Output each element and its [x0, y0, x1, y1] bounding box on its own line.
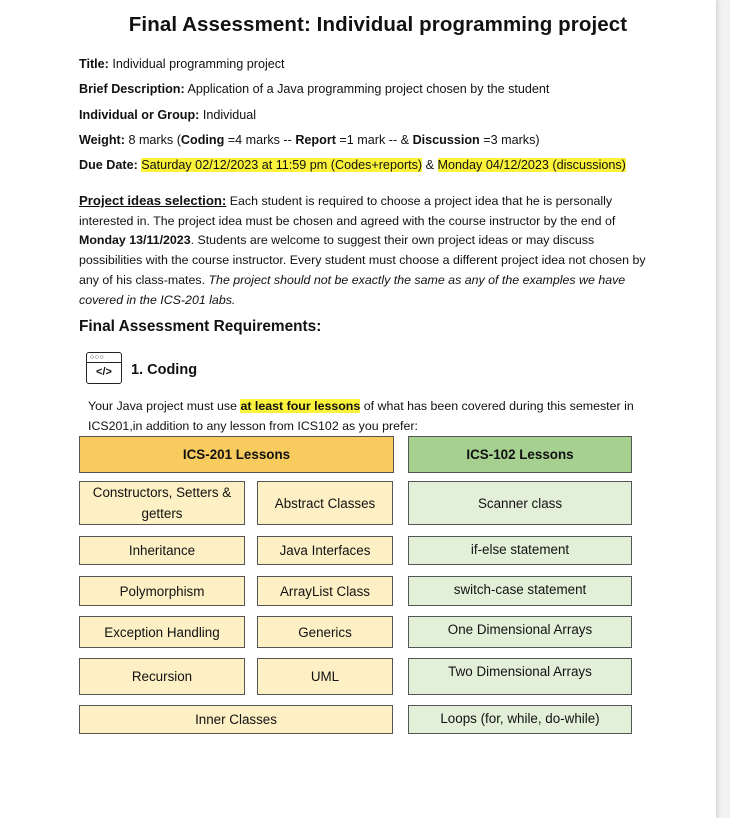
lesson-loops: Loops (for, while, do-while): [408, 705, 632, 734]
ics201-header: ICS-201 Lessons: [79, 436, 394, 473]
selection-text-1: Each student is required to choose a project idea that he is personally interested in. The project idea must be chosen and agreed with the course instructor by the end of: [79, 194, 616, 228]
window-dots-icon: ○○○: [90, 354, 105, 361]
selection-note: The project should not be exactly the same as any of the examples we have covered in the ICS-201 labs.: [79, 272, 626, 307]
selection-text-2: . Students are welcome to suggest their own project ideas or may discuss possibilities with the course instructor. Every student must choose a different project idea not chosen by any of his class-mates.: [79, 233, 646, 287]
meta-weight-label: Weight:: [79, 133, 125, 147]
meta-mode-value: Individual: [202, 108, 257, 122]
coding-intro-highlight: at least four lessons: [240, 399, 361, 413]
meta-weight-coding-value: =4 marks --: [227, 133, 296, 147]
ics102-header: ICS-102 Lessons: [408, 436, 632, 473]
meta-description-line: [79, 82, 549, 96]
lesson-constructors: Constructors, Setters & getters: [79, 481, 245, 525]
meta-title-value: Individual programming project: [112, 57, 285, 71]
lesson-polymorphism: Polymorphism: [79, 576, 245, 606]
lesson-scanner-class: Scanner class: [408, 481, 632, 525]
lesson-one-dim-arrays: One Dimensional Arrays: [408, 616, 632, 648]
requirements-heading: Final Assessment Requirements:: [79, 318, 322, 335]
code-glyph: </>: [96, 366, 112, 378]
selection-lead: Project ideas selection:: [79, 193, 227, 208]
coding-intro: [88, 397, 660, 436]
coding-heading: 1. Coding: [131, 362, 198, 378]
lesson-java-interfaces: Java Interfaces: [257, 536, 393, 565]
code-window-icon: [86, 352, 122, 384]
due-amp: &: [425, 158, 435, 172]
meta-mode-line: [79, 108, 256, 122]
due-discussions-highlight: Monday 04/12/2023 (discussions): [437, 158, 626, 172]
lesson-generics: Generics: [257, 616, 393, 648]
lesson-recursion: Recursion: [79, 658, 245, 695]
meta-description-value: Application of a Java programming project chosen by the student: [187, 82, 550, 96]
meta-weight-pre: 8 marks (: [128, 133, 181, 147]
coding-intro-pre: Your Java project must use: [88, 399, 237, 413]
lesson-arraylist: ArrayList Class: [257, 576, 393, 606]
meta-mode-label: Individual or Group:: [79, 108, 200, 122]
due-codes-highlight: Saturday 02/12/2023 at 11:59 pm (Codes+reports): [141, 158, 423, 172]
meta-due-line: [79, 158, 626, 172]
meta-weight-discussion-label: Discussion: [412, 133, 480, 147]
meta-weight-line: [79, 133, 540, 147]
meta-title-label: Title:: [79, 57, 109, 71]
project-selection-paragraph: [79, 191, 651, 310]
meta-title-line: [79, 57, 285, 71]
lesson-uml: UML: [257, 658, 393, 695]
lesson-two-dim-arrays: Two Dimensional Arrays: [408, 658, 632, 695]
meta-description-label: Brief Description:: [79, 82, 185, 96]
meta-weight-discussion-value: =3 marks): [483, 133, 540, 147]
meta-weight-coding-label: Coding: [180, 133, 225, 147]
lesson-if-else: if-else statement: [408, 536, 632, 565]
meta-due-label: Due Date:: [79, 158, 138, 172]
lesson-switch-case: switch-case statement: [408, 576, 632, 606]
lesson-inheritance: Inheritance: [79, 536, 245, 565]
lesson-inner-classes: Inner Classes: [79, 705, 393, 734]
selection-deadline: Monday 13/11/2023: [79, 233, 191, 248]
document-title: Final Assessment: Individual programming project: [128, 13, 628, 36]
meta-weight-report-label: Report: [295, 133, 336, 147]
lesson-exception-handling: Exception Handling: [79, 616, 245, 648]
meta-weight-report-value: =1 mark -- &: [339, 133, 413, 147]
lesson-abstract-classes: Abstract Classes: [257, 481, 393, 525]
coding-intro-post: of what has been covered during this semester in ICS201,in addition to any lesson from ICS102 as you prefer:: [88, 399, 634, 433]
